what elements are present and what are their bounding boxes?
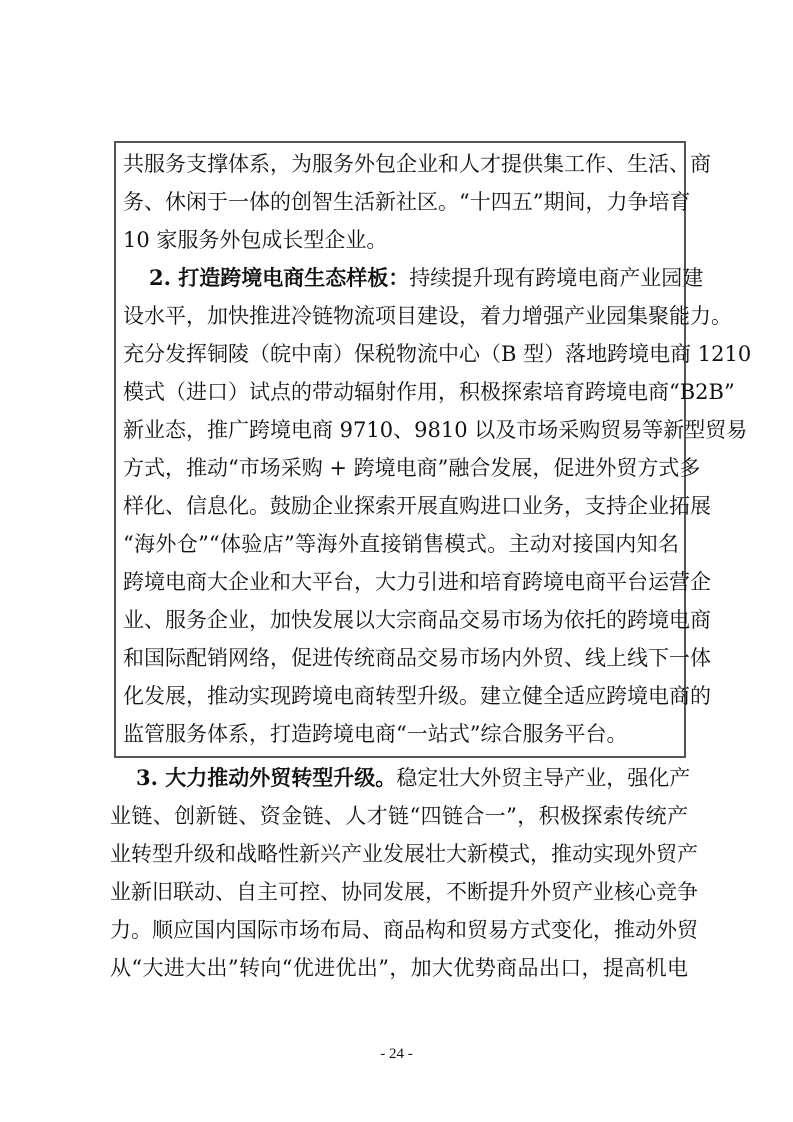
highlight-box — [114, 141, 752, 758]
page-number: - 24 - — [380, 1046, 413, 1062]
text-line: 样化、信息化。鼓励企业探索开展直购进口业务，支持企业拓展 — [123, 494, 711, 518]
text-line: 化发展，推动实现跨境电商转型升级。建立健全适应跨境电商的 — [123, 684, 711, 708]
text-line: 业新旧联动、自主可控、协同发展，不断提升外贸产业核心竞争 — [110, 880, 698, 904]
text-line: 模式（进口）试点的带动辐射作用，积极探索培育跨境电商“B2B” — [123, 380, 735, 404]
section-3-first-line — [110, 759, 691, 797]
text-line: 从“大进大出”转向“优进优出”，加大优势商品出口，提高机电 — [110, 956, 688, 980]
text-line: “海外仓”“体验店”等海外直接销售模式。主动对接国内知名 — [123, 532, 679, 556]
text-line: 跨境电商大企业和大平台，大力引进和培育跨境电商平台运营企 — [123, 570, 711, 594]
text-line: 10 家服务外包成长型企业。 — [123, 228, 388, 252]
text-line: 监管服务体系，打造跨境电商“一站式”综合服务平台。 — [123, 722, 628, 746]
text-line: 稳定壮大外贸主导产业，强化产 — [396, 766, 691, 790]
section-3-text — [110, 759, 698, 987]
section-2-heading: 2. 打造跨境电商生态样板： — [149, 265, 410, 290]
text-line: 和国际配销网络，促进传统商品交易市场内外贸、线上线下一体 — [123, 646, 711, 670]
section-2-first-line — [123, 259, 704, 297]
text-line: 方式，推动“市场采购 + 跨境电商”融合发展，促进外贸方式多 — [123, 456, 701, 480]
text-line: 务、休闲于一体的创智生活新社区。“十四五”期间，力争培育 — [123, 190, 691, 214]
box-text — [123, 145, 752, 753]
text-line: 业、服务企业，加快发展以大宗商品交易市场为依托的跨境电商 — [123, 608, 711, 632]
text-line: 业链、创新链、资金链、人才链“四链合一”，积极探索传统产 — [110, 804, 688, 828]
text-line: 充分发挥铜陵（皖中南）保税物流中心（B 型）落地跨境电商 1210 — [123, 342, 752, 366]
text-line: 力。顺应国内国际市场布局、商品构和贸易方式变化，推动外贸 — [110, 918, 698, 942]
text-line: 共服务支撑体系，为服务外包企业和人才提供集工作、生活、商 — [123, 152, 711, 176]
text-line: 新业态，推广跨境电商 9710、9810 以及市场采购贸易等新型贸易 — [123, 418, 748, 442]
text-line: 持续提升现有跨境电商产业园建 — [409, 266, 704, 290]
text-line: 业转型升级和战略性新兴产业发展壮大新模式，推动实现外贸产 — [110, 842, 698, 866]
section-3-heading: 3. 大力推动外贸转型升级。 — [136, 765, 397, 790]
text-line: 设水平，加快推进冷链物流项目建设，着力增强产业园集聚能力。 — [123, 304, 732, 328]
